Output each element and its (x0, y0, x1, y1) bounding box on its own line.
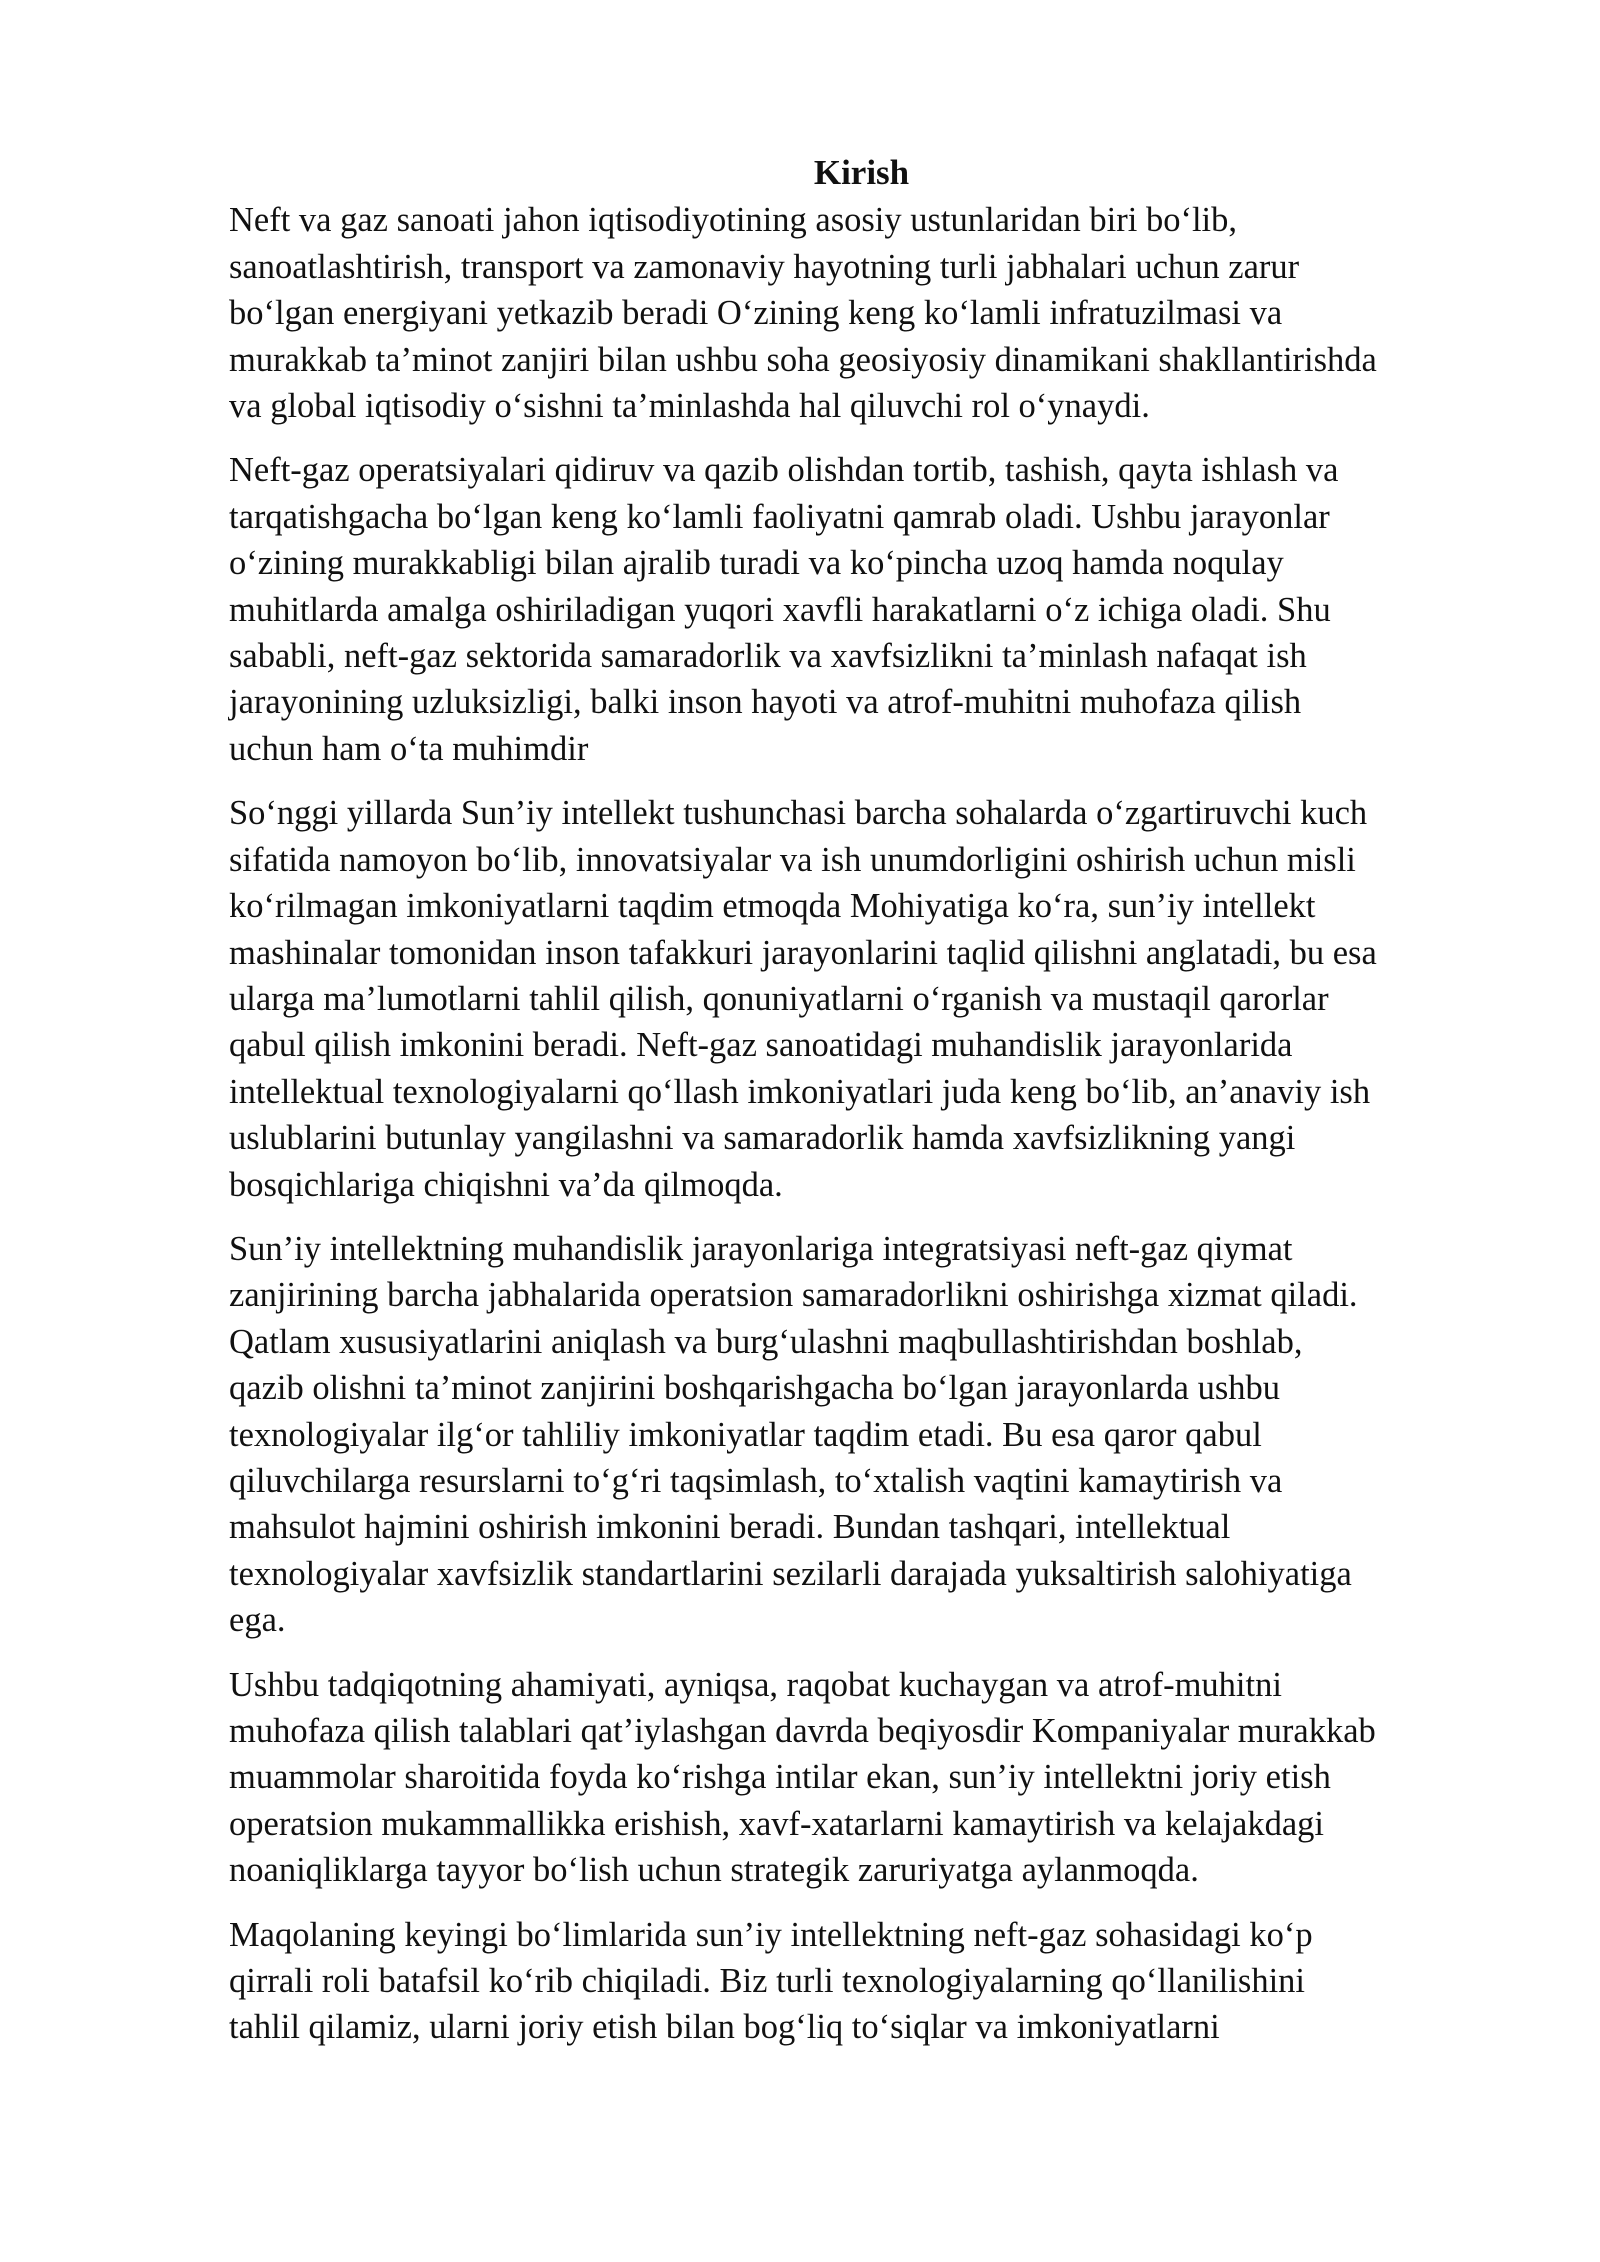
text-line: qirrali roli batafsil ko‘rib chiqiladi. Biz turli texnologiyalarning qo‘llanilishini (229, 1962, 1305, 2001)
text-line: sababli, neft-gaz sektorida samaradorlik va xavfsizlikni ta’minlash nafaqat ish (229, 637, 1307, 676)
text-line: mahsulot hajmini oshirish imkonini beradi. Bundan tashqari, intellektual (229, 1508, 1231, 1547)
text-line: muammolar sharoitida foyda ko‘rishga intilar ekan, sun’iy intellektni joriy etish (229, 1758, 1331, 1797)
body-paragraph (229, 1912, 1494, 2051)
text-line: Qatlam xususiyatlarini aniqlash va burg‘ulashni maqbullashtirishdan boshlab, (229, 1322, 1303, 1361)
body-paragraph (229, 197, 1494, 429)
text-line: texnologiyalar ilg‘or tahliliy imkoniyatlar taqdim etadi. Bu esa qaror qabul (229, 1415, 1262, 1454)
text-line: ularga ma’lumotlarni tahlil qilish, qonuniyatlarni o‘rganish va mustaqil qarorlar (229, 979, 1329, 1018)
body-paragraph (229, 1662, 1494, 1894)
text-line: bosqichlariga chiqishni va’da qilmoqda. (229, 1165, 783, 1204)
text-line: uslublarini butunlay yangilashni va samaradorlik hamda xavfsizlikning yangi (229, 1119, 1296, 1158)
text-line: jarayonining uzluksizligi, balki inson hayoti va atrof-muhitni muhofaza qilish (229, 683, 1302, 722)
text-line: Neft va gaz sanoati jahon iqtisodiyotining asosiy ustunlaridan biri bo‘lib, (229, 201, 1237, 240)
text-line: Sun’iy intellektning muhandislik jarayonlariga integratsiyasi neft-gaz qiymat (229, 1229, 1293, 1268)
paragraph-list (229, 197, 1494, 2050)
text-line: Neft-gaz operatsiyalari qidiruv va qazib olishdan tortib, tashish, qayta ishlash va (229, 451, 1339, 490)
text-line: tahlil qilamiz, ularni joriy etish bilan bog‘liq to‘siqlar va imkoniyatlarni (229, 2008, 1220, 2047)
text-line: bo‘lgan energiyani yetkazib beradi O‘zining keng ko‘lamli infratuzilmasi va (229, 294, 1283, 333)
page-title: Kirish (813, 153, 910, 192)
text-line: muhitlarda amalga oshiriladigan yuqori xavfli harakatlarni o‘z ichiga oladi. Shu (229, 590, 1331, 629)
text-line: muhofaza qilish talablari qat’iylashgan davrda beqiyosdir Kompaniyalar murakkab (229, 1712, 1376, 1750)
text-line: ega. (229, 1601, 286, 1640)
text-line: Ushbu tadqiqotning ahamiyati, ayniqsa, raqobat kuchaygan va atrof-muhitni (229, 1665, 1282, 1704)
text-line: sanoatlashtirish, transport va zamonaviy hayotning turli jabhalari uchun zarur (229, 247, 1300, 286)
text-line: uchun ham o‘ta muhimdir (229, 729, 589, 768)
text-line: sifatida namoyon bo‘lib, innovatsiyalar va ish unumdorligini oshirish uchun misli (229, 840, 1356, 879)
body-paragraph (229, 1226, 1494, 1644)
text-line: mashinalar tomonidan inson tafakkuri jarayonlarini taqlid qilishni anglatadi, bu esa (229, 933, 1377, 972)
text-line: va global iqtisodiy o‘sishni ta’minlashda hal qiluvchi rol o‘ynaydi. (229, 387, 1150, 426)
text-line: operatsion mukammallikka erishish, xavf-xatarlarni kamaytirish va kelajakdagi (229, 1804, 1325, 1843)
text-line: qabul qilish imkonini beradi. Neft-gaz sanoatidagi muhandislik jarayonlarida (229, 1026, 1293, 1065)
text-line: qiluvchilarga resurslarni to‘g‘ri taqsimlash, to‘xtalish vaqtini kamaytirish va (229, 1461, 1283, 1500)
text-line: noaniqliklarga tayyor bo‘lish uchun strategik zaruriyatga aylanmoqda. (229, 1851, 1199, 1890)
text-line: murakkab ta’minot zanjiri bilan ushbu soha geosiyosiy dinamikani shakllantirishda (229, 340, 1377, 379)
document-body (229, 150, 1494, 2069)
text-line: tarqatishgacha bo‘lgan keng ko‘lamli faoliyatni qamrab oladi. Ushbu jarayonlar (229, 497, 1330, 536)
body-paragraph (229, 447, 1494, 772)
text-line: zanjirining barcha jabhalarida operatsion samaradorlikni oshirishga xizmat qiladi. (229, 1276, 1358, 1315)
text-line: intellektual texnologiyalarni qo‘llash imkoniyatlari juda keng bo‘lib, an’anaviy ish (229, 1072, 1371, 1111)
text-line: qazib olishni ta’minot zanjirini boshqarishgacha bo‘lgan jarayonlarda ushbu (229, 1369, 1281, 1408)
text-line: Maqolaning keyingi bo‘limlarida sun’iy intellektning neft-gaz sohasidagi ko‘p (229, 1915, 1313, 1954)
body-paragraph (229, 790, 1494, 1208)
text-line: texnologiyalar xavfsizlik standartlarini sezilarli darajada yuksaltirish salohiyatiga (229, 1554, 1352, 1593)
text-line: o‘zining murakkabligi bilan ajralib turadi va ko‘pincha uzoq hamda noqulay (229, 544, 1284, 583)
text-line: ko‘rilmagan imkoniyatlarni taqdim etmoqda Mohiyatiga ko‘ra, sun’iy intellekt (229, 887, 1316, 926)
text-line: So‘nggi yillarda Sun’iy intellekt tushunchasi barcha sohalarda o‘zgartiruvchi kuch (229, 794, 1368, 833)
